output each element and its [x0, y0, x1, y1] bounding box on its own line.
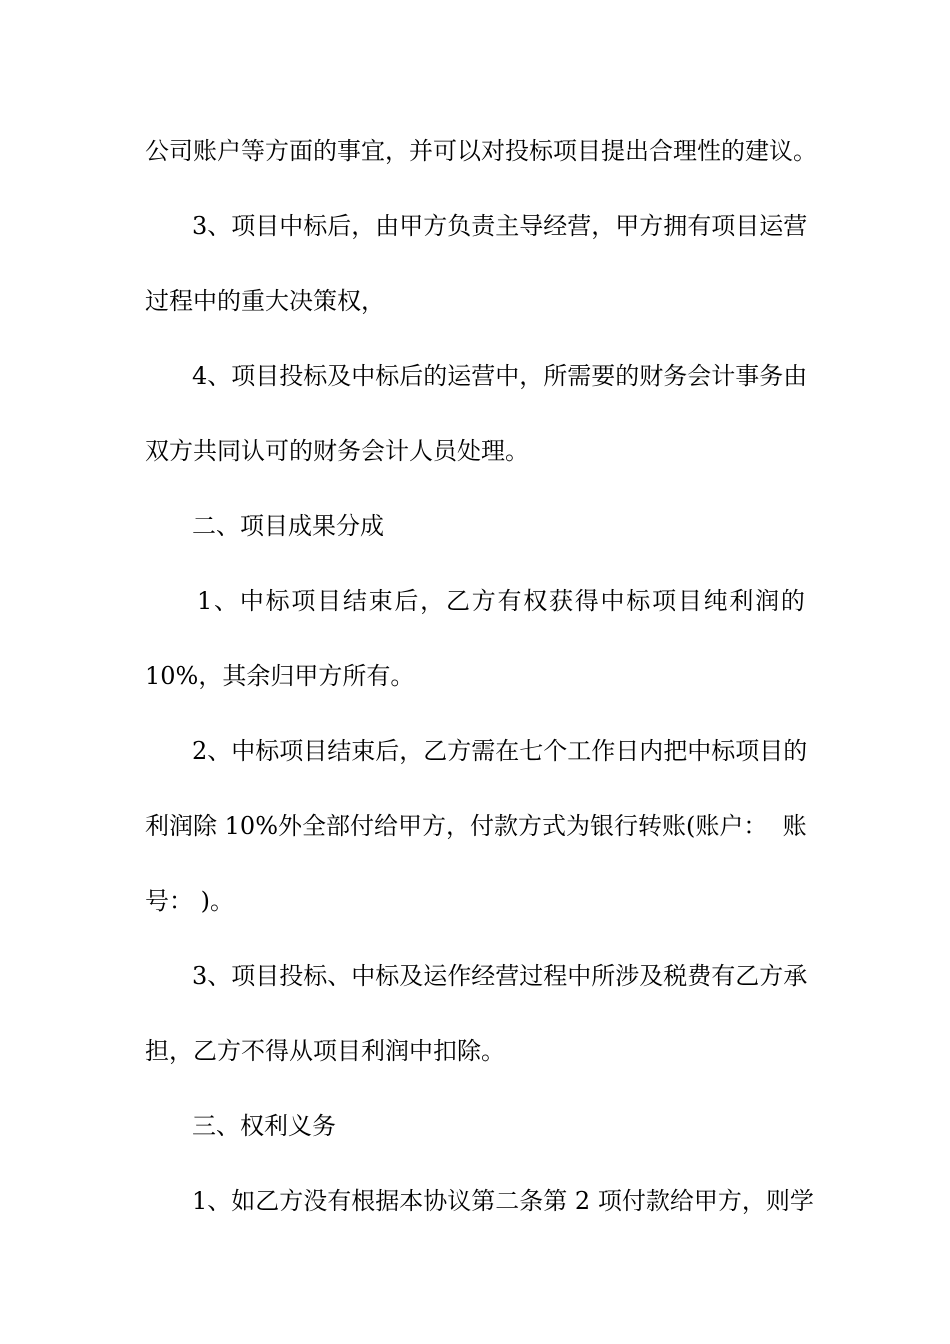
text-line-12: 3 、 项 目 投 标 、 中 标 及 运 作 经 营 过 程 中 所 涉 及 税 费 有 乙 方 承	[192, 962, 808, 990]
text-line-7: 1 、 中 标 项 目 结 束 后 ， 乙 方 有 权 获 得 中 标 项 目 纯 利 润 的	[197, 587, 805, 615]
text-line-1: 公 司 账 户 等 方 面 的 事 宜 ， 并 可 以 对 投 标 项 目 提 出 合 理 性 的 建 议 。	[145, 137, 817, 165]
text-line-15: 1 、 如 乙 方 没 有 根 据 本 协 议 第 二 条 第 2 项 付 款 给 甲 方 ， 则 学	[192, 1187, 814, 1215]
text-line-13: 担，乙方不得从项目利润中扣除。	[145, 1037, 505, 1065]
text-line-10: 利 润 除 1 0 % 外 全 部 付 给 甲 方 ， 付 款 方 式 为 银 行 转 账 ( 账 户 ： 账	[145, 812, 807, 840]
text-line-11: 号： )。	[145, 887, 234, 915]
section-heading-2: 二、项目成果分成	[192, 512, 384, 540]
section-heading-3: 三、权利义务	[192, 1112, 336, 1140]
text-line-4: 4 、 项 目 投 标 及 中 标 后 的 运 营 中 ， 所 需 要 的 财 务 会 计 事 务 由	[192, 362, 808, 390]
text-line-2: 3 、 项 目 中 标 后 ， 由 甲 方 负 责 主 导 经 营 ， 甲 方 拥 有 项 目 运 营	[192, 212, 808, 240]
text-line-8: 10%，其余归甲方所有。	[145, 662, 415, 690]
text-line-5: 双方共同认可的财务会计人员处理。	[145, 437, 529, 465]
text-line-9: 2 、 中 标 项 目 结 束 后 ， 乙 方 需 在 七 个 工 作 日 内 把 中 标 项 目 的	[192, 737, 808, 765]
text-line-3: 过程中的重大决策权，	[145, 287, 385, 315]
